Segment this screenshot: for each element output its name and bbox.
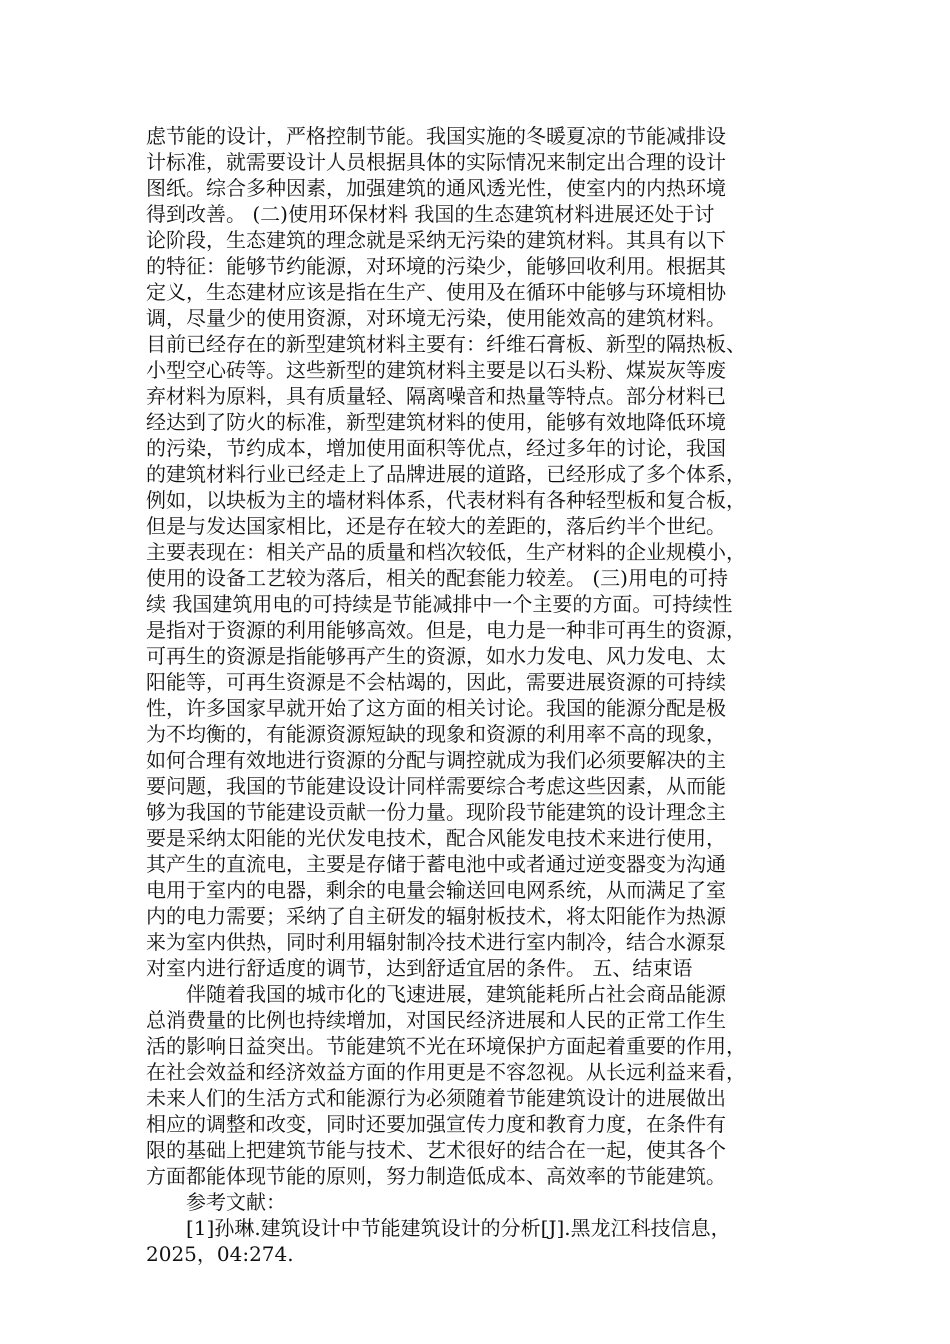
text-line: 阳能等，可再生资源是不会枯竭的，因此，需要进展资源的可持续 — [146, 670, 726, 694]
text-line: 要是采纳太阳能的光伏发电技术，配合风能发电技术来进行使用， — [146, 826, 726, 850]
text-line: 经达到了防火的标准，新型建筑材料的使用，能够有效地降低环境 — [146, 410, 726, 434]
text-line: 的特征：能够节约能源，对环境的污染少，能够回收利用。根据其 — [146, 254, 726, 278]
references-heading: 参考文献： — [186, 1190, 286, 1214]
text-line: 在社会效益和经济效益方面的作用更是不容忽视。从长远利益来看， — [146, 1060, 746, 1084]
text-line: 限的基础上把建筑节能与技术、艺术很好的结合在一起，使其各个 — [146, 1138, 726, 1162]
text-line: 续 我国建筑用电的可持续是节能减排中一个主要的方面。可持续性 — [146, 592, 733, 616]
text-line: 性，许多国家早就开始了这方面的相关讨论。我国的能源分配是极 — [146, 696, 726, 720]
text-line: 图纸。综合多种因素，加强建筑的通风透光性，使室内的内热环境 — [146, 176, 726, 200]
text-line: 为不均衡的，有能源资源短缺的现象和资源的利用率不高的现象， — [146, 722, 726, 746]
text-line: 虑节能的设计，严格控制节能。我国实施的冬暖夏凉的节能减排设 — [146, 124, 726, 148]
reference-item-continued: 2025，04:274. — [146, 1242, 294, 1266]
text-line: 使用的设备工艺较为落后，相关的配套能力较差。 (三)用电的可持 — [146, 566, 728, 590]
reference-item: [1]孙琳.建筑设计中节能建筑设计的分析[J].黑龙江科技信息， — [186, 1216, 731, 1240]
text-line: 是指对于资源的利用能够高效。但是，电力是一种非可再生的资源， — [146, 618, 746, 642]
text-line: 计标准，就需要设计人员根据具体的实际情况来制定出合理的设计 — [146, 150, 726, 174]
text-line: 的建筑材料行业已经走上了品牌进展的道路，已经形成了多个体系， — [146, 462, 746, 486]
text-line: 得到改善。 (二)使用环保材料 我国的生态建筑材料进展还处于讨 — [146, 202, 715, 226]
text-line: 例如，以块板为主的墙材料体系，代表材料有各种轻型板和复合板， — [146, 488, 746, 512]
text-line: 的污染，节约成本，增加使用面积等优点，经过多年的讨论，我国 — [146, 436, 726, 460]
text-line: 要问题，我国的节能建设设计同样需要综合考虑这些因素，从而能 — [146, 774, 726, 798]
text-line: 其产生的直流电，主要是存储于蓄电池中或者通过逆变器变为沟通 — [146, 852, 726, 876]
text-line: 调，尽量少的使用资源，对环境无污染，使用能效高的建筑材料。 — [146, 306, 726, 330]
text-line: 小型空心砖等。这些新型的建筑材料主要是以石头粉、煤炭灰等废 — [146, 358, 726, 382]
text-line: 够为我国的节能建设贡献一份力量。现阶段节能建筑的设计理念主 — [146, 800, 726, 824]
text-line: 目前已经存在的新型建筑材料主要有：纤维石膏板、新型的隔热板、 — [146, 332, 746, 356]
text-line: 可再生的资源是指能够再产生的资源，如水力发电、风力发电、太 — [146, 644, 726, 668]
text-line: 未来人们的生活方式和能源行为必须随着节能建筑设计的进展做出 — [146, 1086, 726, 1110]
text-line: 但是与发达国家相比，还是存在较大的差距的，落后约半个世纪。 — [146, 514, 726, 538]
text-line: 内的电力需要；采纳了自主研发的辐射板技术，将太阳能作为热源 — [146, 904, 726, 928]
text-line: 电用于室内的电器，剩余的电量会输送回电网系统，从而满足了室 — [146, 878, 726, 902]
text-line: 总消费量的比例也持续增加，对国民经济进展和人民的正常工作生 — [146, 1008, 726, 1032]
text-line: 论阶段，生态建筑的理念就是采纳无污染的建筑材料。其具有以下 — [146, 228, 726, 252]
text-line: 方面都能体现节能的原则，努力制造低成本、高效率的节能建筑。 — [146, 1164, 726, 1188]
text-line: 定义，生态建材应该是指在生产、使用及在循环中能够与环境相协 — [146, 280, 726, 304]
paragraph-start-line: 伴随着我国的城市化的飞速进展，建筑能耗所占社会商品能源 — [186, 982, 726, 1006]
text-line: 来为室内供热，同时利用辐射制冷技术进行室内制冷，结合水源泵 — [146, 930, 726, 954]
text-line: 对室内进行舒适度的调节，达到舒适宜居的条件。 五、结束语 — [146, 956, 693, 980]
text-line: 如何合理有效地进行资源的分配与调控就成为我们必须要解决的主 — [146, 748, 726, 772]
text-line: 活的影响日益突出。节能建筑不光在环境保护方面起着重要的作用， — [146, 1034, 746, 1058]
text-line: 主要表现在：相关产品的质量和档次较低，生产材料的企业规模小， — [146, 540, 746, 564]
text-line: 弃材料为原料，具有质量轻、隔离噪音和热量等特点。部分材料已 — [146, 384, 726, 408]
text-line: 相应的调整和改变，同时还要加强宣传力度和教育力度，在条件有 — [146, 1112, 726, 1136]
